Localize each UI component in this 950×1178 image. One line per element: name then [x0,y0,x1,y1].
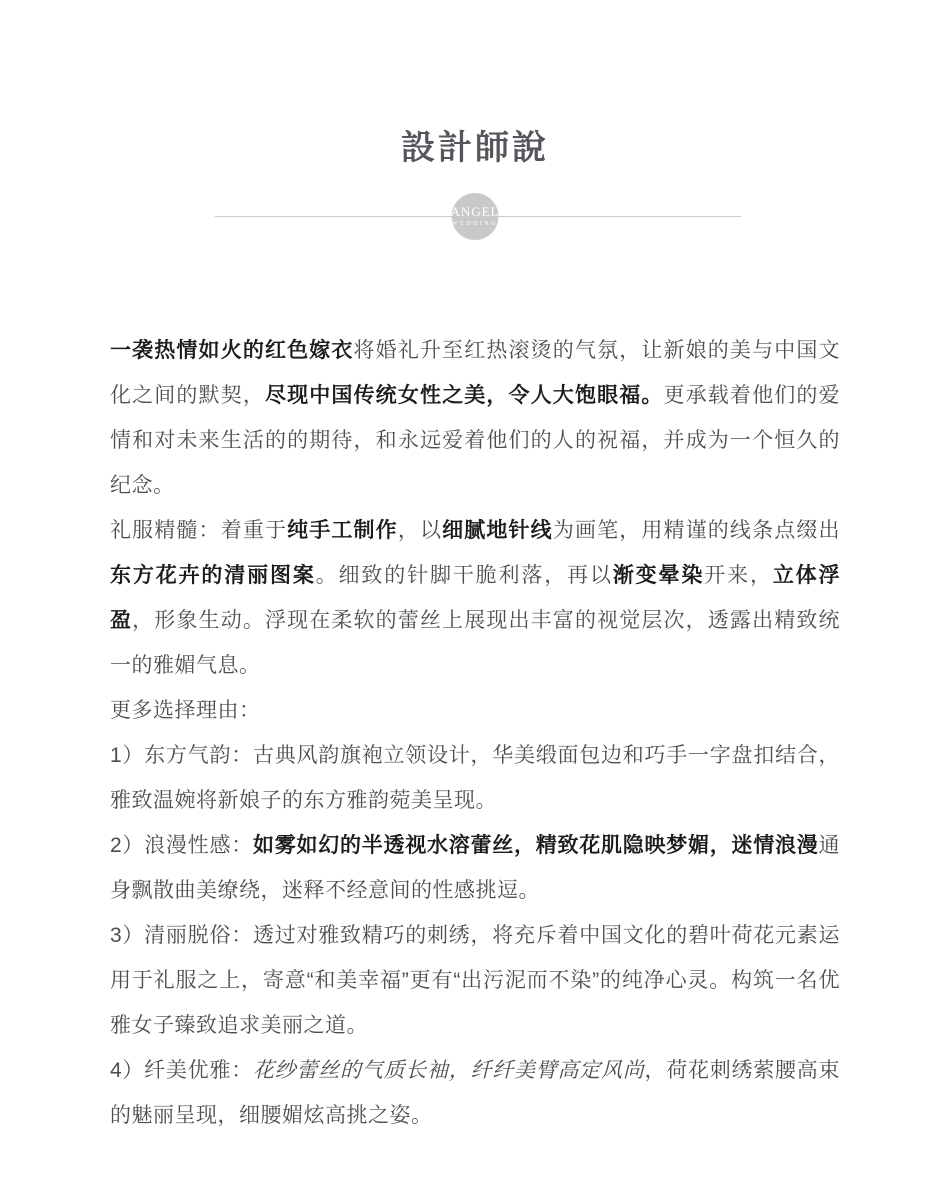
paragraph [110,508,840,688]
emphasis-text: 东方花卉的清丽图案 [110,564,316,587]
logo-band [0,182,950,252]
body-text [110,328,840,1138]
text-run: 将婚礼升至红热滚烫的气氛，让新娘的美与中国文化之间的默契， [110,339,840,407]
paragraph [110,328,840,508]
page-title: 設計師說 [401,129,549,167]
paragraph [110,733,840,823]
text-run: 更多选择理由： [110,699,261,722]
text-run: 为画笔，用精谨的线条点缀出 [552,519,840,542]
paragraph [110,913,840,1048]
text-run: 开来， [704,564,773,587]
text-run: 礼服精髓：着重于 [110,519,288,542]
emphasis-text: 一袭热情如火的红色嫁衣 [110,339,354,362]
emphasis-text: 细腻地针线 [442,519,553,542]
paragraph [110,688,840,733]
text-run: 3）清丽脱俗：透过对雅致精巧的刺绣，将充斥着中国文化的碧叶荷花元素运用于礼服之上，寄意“和美幸福”更有“出污泥而不染”的纯净心灵。构筑一名优雅女子臻致追求美丽之道。 [110,924,840,1037]
emphasis-text: 立体浮盈 [110,564,841,632]
text-run: 4）纤美优雅： [110,1059,253,1082]
emphasis-text: 渐变晕染 [612,564,705,587]
text-run: 。细致的针脚干脆利落，再以 [315,564,613,587]
text-run: 更承载着他们的爱情和对未来生活的的期待，和永远爱着他们的人的祝福，并成为一个恒久的纪念。 [110,384,840,497]
text-run: ，以 [397,519,443,542]
logo-text-wedding: WEDDING [451,221,499,227]
logo-text-angel: ANGEL [450,204,500,219]
text-run: 通身飘散曲美缭绕，迷释不经意间的性感挑逗。 [110,834,840,902]
paragraph [110,1048,840,1138]
text-run: 1）东方气韵：古典风韵旗袍立领设计，华美缎面包边和巧手一字盘扣结合，雅致温婉将新娘子的东方雅韵菀美呈现。 [110,744,840,812]
text-run: ，荷花刺绣萦腰高束的魅丽呈现，细腰媚炫高挑之姿。 [110,1059,841,1127]
emphasis-text: 纯手工制作 [287,519,398,542]
text-run: 2）浪漫性感： [110,834,253,857]
angel-wedding-logo [452,193,499,240]
text-run: ，形象生动。浮现在柔软的蕾丝上展现出丰富的视觉层次，透露出精致统一的雅媚气息。 [110,609,840,677]
emphasis-text: 尽现中国传统女性之美，令人大饱眼福。 [264,384,664,407]
emphasis-text: 如雾如幻的半透视水溶蕾丝，精致花肌隐映梦媚，迷情浪漫 [252,834,819,857]
paragraph [110,823,840,913]
italic-text: 花纱蕾丝的气质长袖，纤纤美臂高定风尚 [252,1059,645,1082]
